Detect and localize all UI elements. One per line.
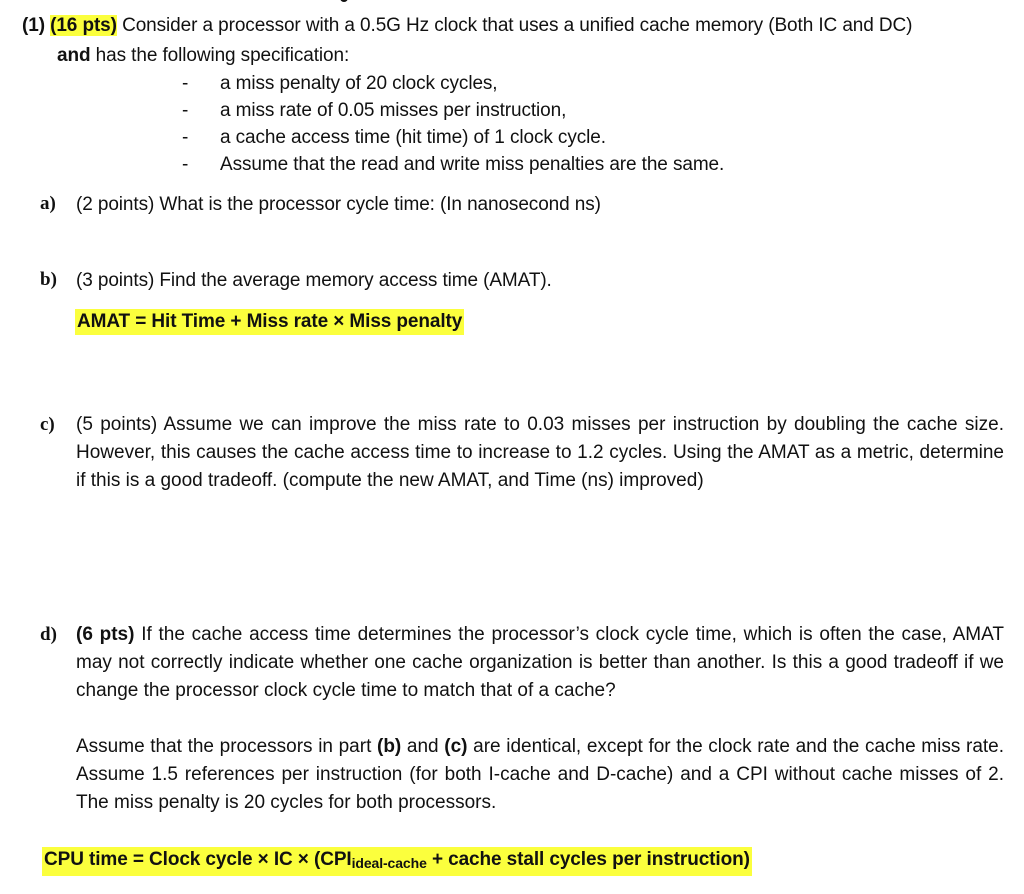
question-header [22, 14, 912, 38]
spec-bullet: - [182, 127, 189, 148]
part-b-text: (3 points) Find the average memory access time (AMAT). [76, 270, 552, 291]
formula-subscript: ideal-cache [351, 855, 427, 871]
intro-and: and [57, 45, 91, 66]
part-d-points: (6 pts) [76, 624, 135, 645]
spec-bullet: - [182, 73, 189, 94]
question-intro-line-1: Consider a processor with a 0.5G Hz clock that uses a unified cache memory (Both IC and DC) [122, 15, 913, 36]
question-points: (16 pts) [50, 15, 117, 36]
part-c-label: c) [40, 414, 55, 435]
assume-and: and [406, 736, 439, 757]
part-d-assumptions [76, 733, 1004, 817]
assume-text-2: are identical, except for the clock rate and the cache miss rate. Assume 1.5 references per instruction (for both I-cache and D-cache) and a CPI without cache misses of 2. The miss penalty is 20 cycles for both processors. [76, 736, 1005, 813]
cpu-time-formula [42, 847, 752, 876]
spec-item: a miss penalty of 20 clock cycles, [220, 73, 498, 94]
part-d-label: d) [40, 624, 57, 645]
part-a-label: a) [40, 193, 56, 214]
assume-ref-b: (b) [377, 736, 402, 757]
spec-item: Assume that the read and write miss penalties are the same. [220, 154, 725, 175]
formula-main: CPU time = Clock cycle × IC × (CPI [44, 849, 352, 870]
spec-bullet: - [182, 100, 189, 121]
assume-text-1: Assume that the processors in part [76, 736, 372, 757]
part-d-body: If the cache access time determines the processor’s clock cycle time, which is often the case, AMAT may not correctly indicate whether one cache organization is better than another. Is this a good tradeoff if we change the processor clock cycle time to match that of a cache? [76, 624, 1004, 701]
intro-rest: has the following specification: [95, 45, 350, 66]
part-c-text: (5 points) Assume we can improve the miss rate to 0.03 misses per instruction by doubling the cache size. However, this causes the cache access time to increase to 1.2 cycles. Using the AMAT as a metric, determine if this is a good tradeoff. (compute the new AMAT, and Time (ns) improved) [76, 414, 1004, 491]
spec-bullet: - [182, 154, 189, 175]
formula-end: + cache stall cycles per instruction) [431, 849, 750, 870]
part-d-text [76, 621, 1004, 705]
spec-item: a cache access time (hit time) of 1 clock cycle. [220, 127, 606, 148]
part-a-text: (2 points) What is the processor cycle time: (In nanosecond ns) [76, 194, 601, 215]
question-intro-line-2 [57, 44, 349, 68]
question-number: (1) [22, 15, 45, 36]
cropped-mark [340, 0, 348, 2]
part-b-label: b) [40, 269, 57, 290]
spec-item: a miss rate of 0.05 misses per instruction, [220, 100, 567, 121]
assume-ref-c: (c) [444, 736, 468, 757]
amat-formula: AMAT = Hit Time + Miss rate × Miss penalty [75, 309, 464, 335]
